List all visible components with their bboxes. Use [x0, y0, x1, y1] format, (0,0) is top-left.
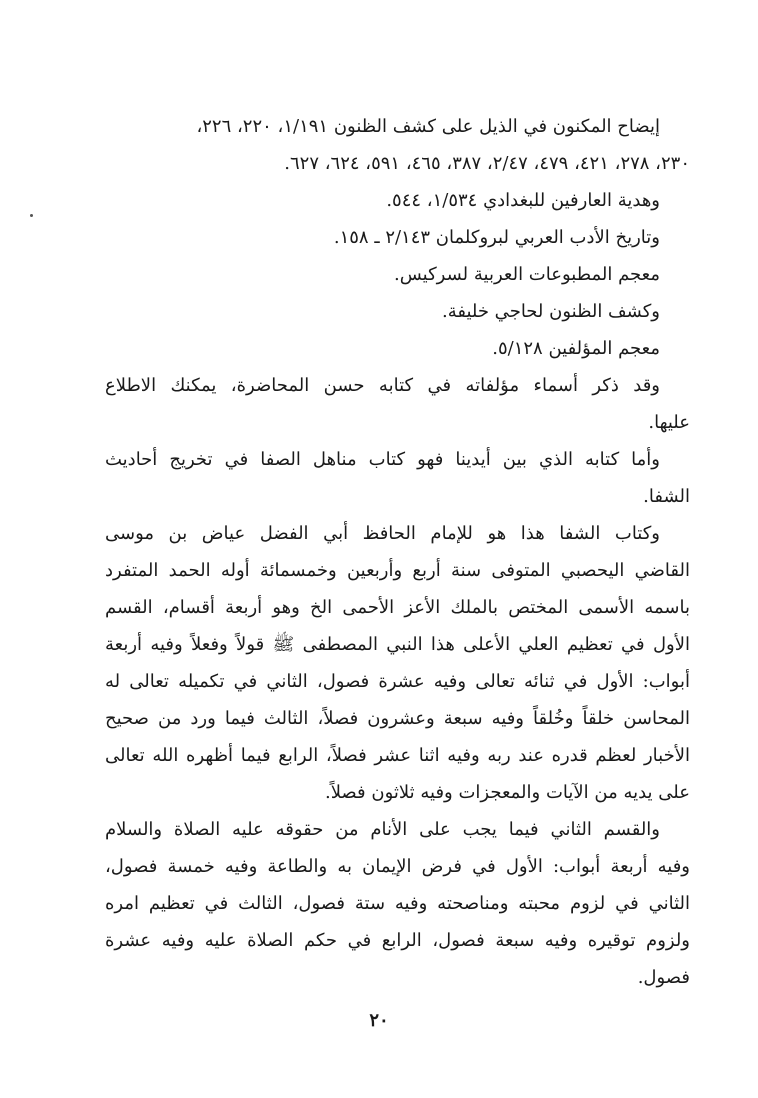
text-line: المحاسن خلقاً وخُلقاً وفيه سبعة وعشرون فصلاً، الثالث فيما ورد من صحيح — [105, 708, 690, 729]
text-line: وأما كتابه الذي بين أيدينا فهو كتاب مناهل الصفا في تخريج أحاديث — [105, 449, 660, 470]
text-line: الأول في تعظيم العلي الأعلى هذا النبي المصطفى ﷺ قولاً وفعلاً وفيه أربعة — [105, 634, 690, 655]
text-line: أبواب: الأول في ثنائه تعالى وفيه عشرة فصول، الثاني في تكميله تعالى له — [105, 671, 690, 692]
text-line: وهدية العارفين للبغدادي ١/٥٣٤، ٥٤٤. — [386, 190, 660, 211]
text-line: معجم المؤلفين ٥/١٢٨. — [492, 338, 660, 359]
text-line: الشفا. — [643, 486, 690, 507]
text-line: وتاريخ الأدب العربي لبروكلمان ٢/١٤٣ ـ ١٥٨. — [333, 227, 660, 248]
stray-mark — [30, 214, 33, 217]
text-line: القاضي اليحصبي المتوفى سنة أربع وأربعين وخمسمائة أوله الحمد المتفرد — [105, 560, 690, 581]
text-line: ٢٣٠، ٢٧٨، ٤٢١، ٤٧٩، ٢/٤٧، ٣٨٧، ٤٦٥، ٥٩١، ٦٢٤، ٦٢٧. — [284, 153, 690, 174]
text-line: والقسم الثاني فيما يجب على الأنام من حقوقه عليه الصلاة والسلام — [105, 819, 660, 840]
text-line: الأخبار لعظم قدره عند ربه وفيه اثنا عشر فصلاً، الرابع فيما أظهره الله تعالى — [105, 745, 690, 766]
text-line: معجم المطبوعات العربية لسركيس. — [394, 264, 660, 285]
page-number: ٢٠ — [369, 1010, 389, 1031]
text-line: على يديه من الآيات والمعجزات وفيه ثلاثون فصلاً. — [324, 782, 690, 803]
text-line: الثاني في لزوم محبته ومناصحته وفيه ستة فصول، الثالث في تعظيم امره — [105, 893, 690, 914]
text-line: فصول. — [637, 967, 690, 988]
text-line: ولزوم توقيره وفيه سبعة فصول، الرابع في حكم الصلاة عليه وفيه عشرة — [105, 930, 690, 951]
text-line: إيضاح المكنون في الذيل على كشف الظنون ١/١٩١، ٢٢٠، ٢٢٦، — [196, 116, 660, 137]
text-line: عليها. — [648, 412, 690, 433]
text-line: باسمه الأسمى المختص بالملك الأعز الأحمى الخ وهو أربعة أقسام، القسم — [105, 597, 690, 618]
text-line: وفيه أربعة أبواب: الأول في فرض الإيمان به والطاعة وفيه خمسة فصول، — [105, 856, 690, 877]
text-line: وقد ذكر أسماء مؤلفاته في كتابه حسن المحاضرة، يمكنك الاطلاع — [105, 375, 660, 396]
text-line: وكتاب الشفا هذا هو للإمام الحافظ أبي الفضل عياض بن موسى — [105, 523, 660, 544]
body-text — [105, 108, 690, 996]
text-line: وكشف الظنون لحاجي خليفة. — [441, 301, 660, 322]
